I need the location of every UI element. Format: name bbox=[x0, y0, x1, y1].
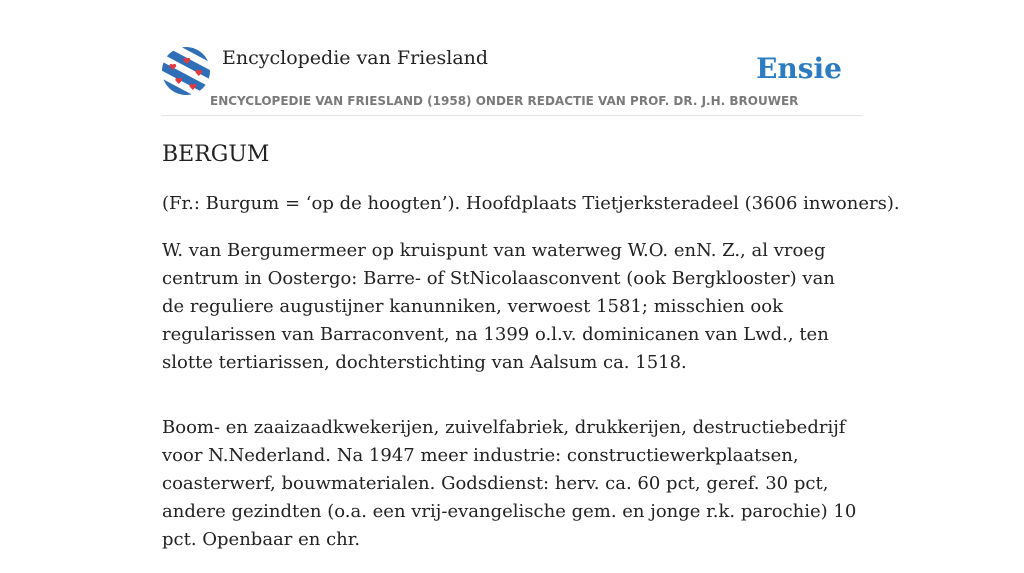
frisian-flag-logo-icon[interactable] bbox=[162, 47, 210, 95]
entry-paragraph-intro: (Fr.: Burgum = ‘op de hoogten’). Hoofdplaats Tietjerksteradeel (3606 inwoners). bbox=[162, 193, 900, 214]
entry-content bbox=[162, 140, 900, 573]
encyclopedia-title-link[interactable]: Encyclopedie van Friesland bbox=[222, 47, 489, 69]
entry-title: BERGUM bbox=[162, 142, 270, 167]
entry-paragraph-economy: Boom- en zaaizaadkwekerijen, zuivelfabriek, drukkerijen, destructiebedrijf voor N.Nederland. Na 1947 meer industrie: constructiewerkplaatsen, coasterwerf, bouwmaterialen. Godsdienst: herv. ca. 60 pct, geref. 30 pct, andere gezindten (o.a. een vrij-evangelische gem. en jonge r.k. parochie) 10 pct. Openbaar en chr. bbox=[162, 417, 857, 550]
header-divider bbox=[162, 115, 862, 116]
ensie-brand-logo[interactable]: Ensie bbox=[756, 52, 842, 85]
encyclopedia-subtitle: ENCYCLOPEDIE VAN FRIESLAND (1958) ONDER REDACTIE VAN PROF. DR. J.H. BROUWER bbox=[210, 94, 799, 108]
entry-paragraph-history: W. van Bergumermeer op kruispunt van waterweg W.O. enN. Z., al vroeg centrum in Oostergo: Barre- of StNicolaasconvent (ook Bergklooster) van de reguliere augustijner kanunniken, verwoest 1581; misschien ook regularissen van Barraconvent, na 1399 o.l.v. dominicanen van Lwd., ten slotte tertiarissen, dochterstichting van Aalsum ca. 1518. bbox=[162, 240, 835, 373]
